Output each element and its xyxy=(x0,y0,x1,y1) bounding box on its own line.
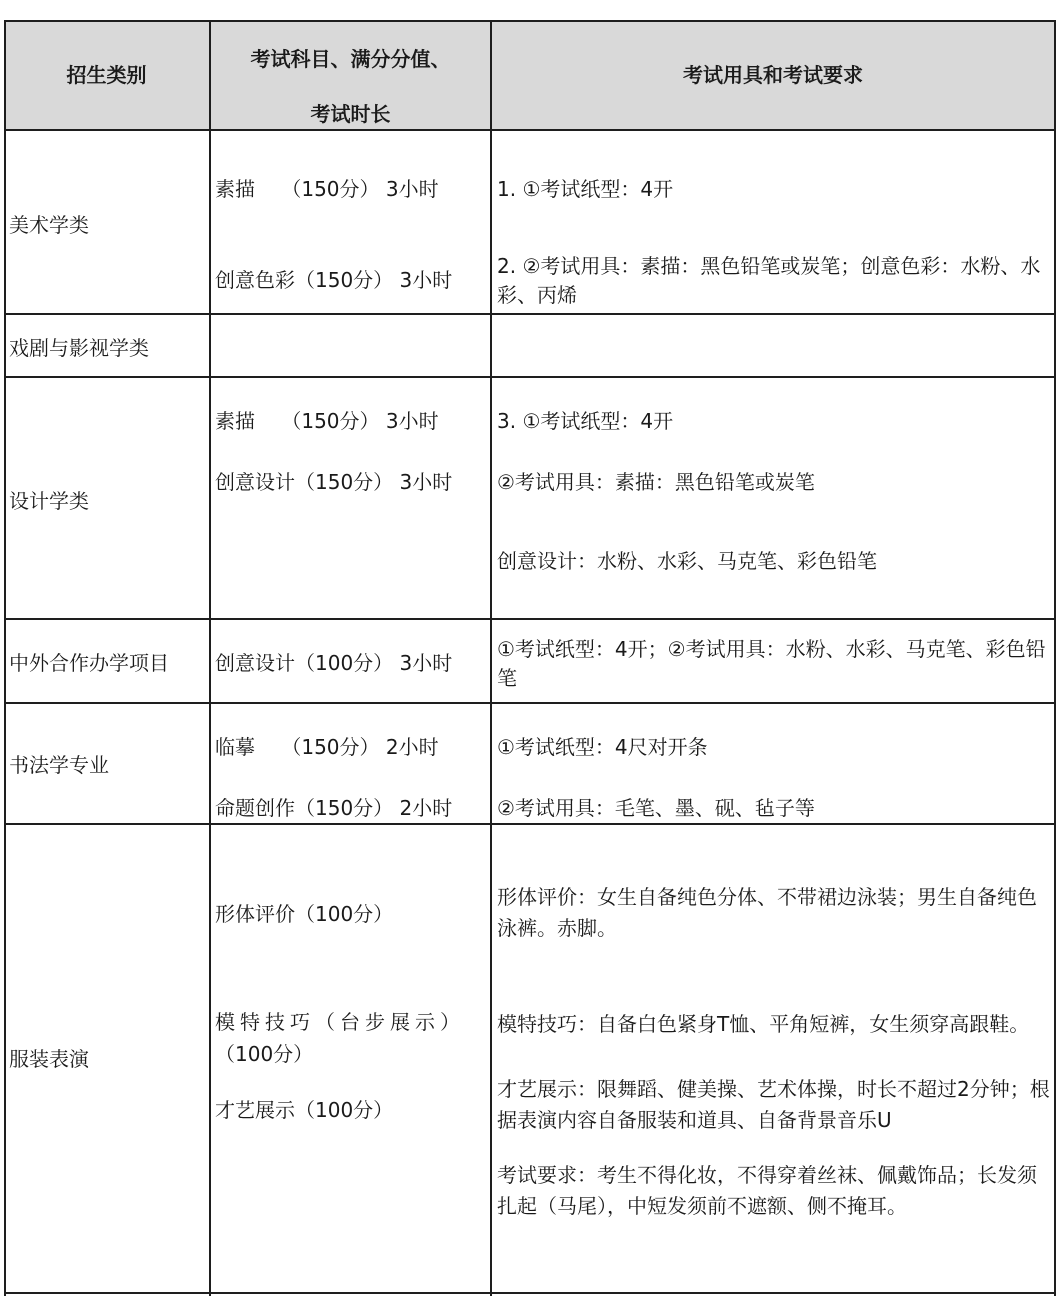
category-coop: 中外合作办学项目 xyxy=(9,651,169,675)
subject-model-skill-line1: 模特技巧（台步展示） xyxy=(215,1010,465,1034)
column-divider-2 xyxy=(490,20,492,1296)
table-border-left xyxy=(4,20,6,1296)
subject-creative-color: 创意色彩（150分） 3小时 xyxy=(215,268,453,292)
req-coop: ①考试纸型：4开；②考试用具：水粉、水彩、马克笔、彩色铅笔 xyxy=(497,637,1046,690)
subject-sketch: 素描 （150分） 3小时 xyxy=(215,177,439,201)
req-calligraphy-paper: ①考试纸型：4尺对开条 xyxy=(497,735,708,759)
row-divider-design xyxy=(4,618,1056,620)
req-calligraphy-tools: ②考试用具：毛笔、墨、砚、毡子等 xyxy=(497,796,815,820)
row-divider-coop xyxy=(4,702,1056,704)
table-border-right xyxy=(1054,20,1056,1296)
header-category: 招生类别 xyxy=(66,63,147,87)
category-drama: 戏剧与影视学类 xyxy=(9,336,149,360)
row-divider-drama xyxy=(4,376,1056,378)
req-design-creative: 创意设计：水粉、水彩、马克笔、彩色铅笔 xyxy=(497,549,877,573)
row-divider-art xyxy=(4,313,1056,315)
req-model-skill: 模特技巧：自备白色紧身T恤、平角短裤，女生须穿高跟鞋。 xyxy=(497,1012,1030,1036)
subject-coop-design: 创意设计（100分） 3小时 xyxy=(215,651,453,675)
subject-model-skill-line2: （100分） xyxy=(215,1042,314,1066)
category-calligraphy: 书法学专业 xyxy=(9,753,109,777)
subject-body-evaluation: 形体评价（100分） xyxy=(215,902,394,926)
header-subjects-line1: 考试科目、满分分值、 xyxy=(250,47,451,71)
subject-composition: 命题创作（150分） 2小时 xyxy=(215,796,453,820)
header-subjects-line2: 考试时长 xyxy=(310,102,391,126)
table-border-top xyxy=(4,20,1056,22)
subject-design-sketch: 素描 （150分） 3小时 xyxy=(215,409,439,433)
header-requirements: 考试用具和考试要求 xyxy=(683,63,863,87)
req-design-tools: ②考试用具：素描：黑色铅笔或炭笔 xyxy=(497,470,815,494)
category-fashion: 服装表演 xyxy=(9,1047,89,1071)
req-art-tools: 2. ②考试用具：素描：黑色铅笔或炭笔；创意色彩：水粉、水彩、丙烯 xyxy=(497,254,1041,307)
req-design-paper: 3. ①考试纸型：4开 xyxy=(497,409,674,433)
category-art: 美术学类 xyxy=(9,213,89,237)
req-body-evaluation: 形体评价：女生自备纯色分体、不带裙边泳装；男生自备纯色泳裤。赤脚。 xyxy=(497,885,1037,940)
subject-creative-design: 创意设计（150分） 3小时 xyxy=(215,470,453,494)
req-talent-show: 才艺展示：限舞蹈、健美操、艺术体操，时长不超过2分钟；根据表演内容自备服装和道具、自备背景音乐U xyxy=(497,1077,1050,1132)
row-divider-header xyxy=(4,129,1056,131)
subject-talent-show: 才艺展示（100分） xyxy=(215,1098,394,1122)
subject-copying: 临摹 （150分） 2小时 xyxy=(215,735,439,759)
req-art-paper: 1. ①考试纸型：4开 xyxy=(497,177,674,201)
table-border-bottom xyxy=(4,1292,1056,1294)
row-divider-calligraphy xyxy=(4,823,1056,825)
category-design: 设计学类 xyxy=(9,489,89,513)
req-exam-rules: 考试要求：考生不得化妆，不得穿着丝袜、佩戴饰品；长发须扎起（马尾），中短发须前不遮额、侧不掩耳。 xyxy=(497,1163,1037,1218)
column-divider-1 xyxy=(209,20,211,1296)
